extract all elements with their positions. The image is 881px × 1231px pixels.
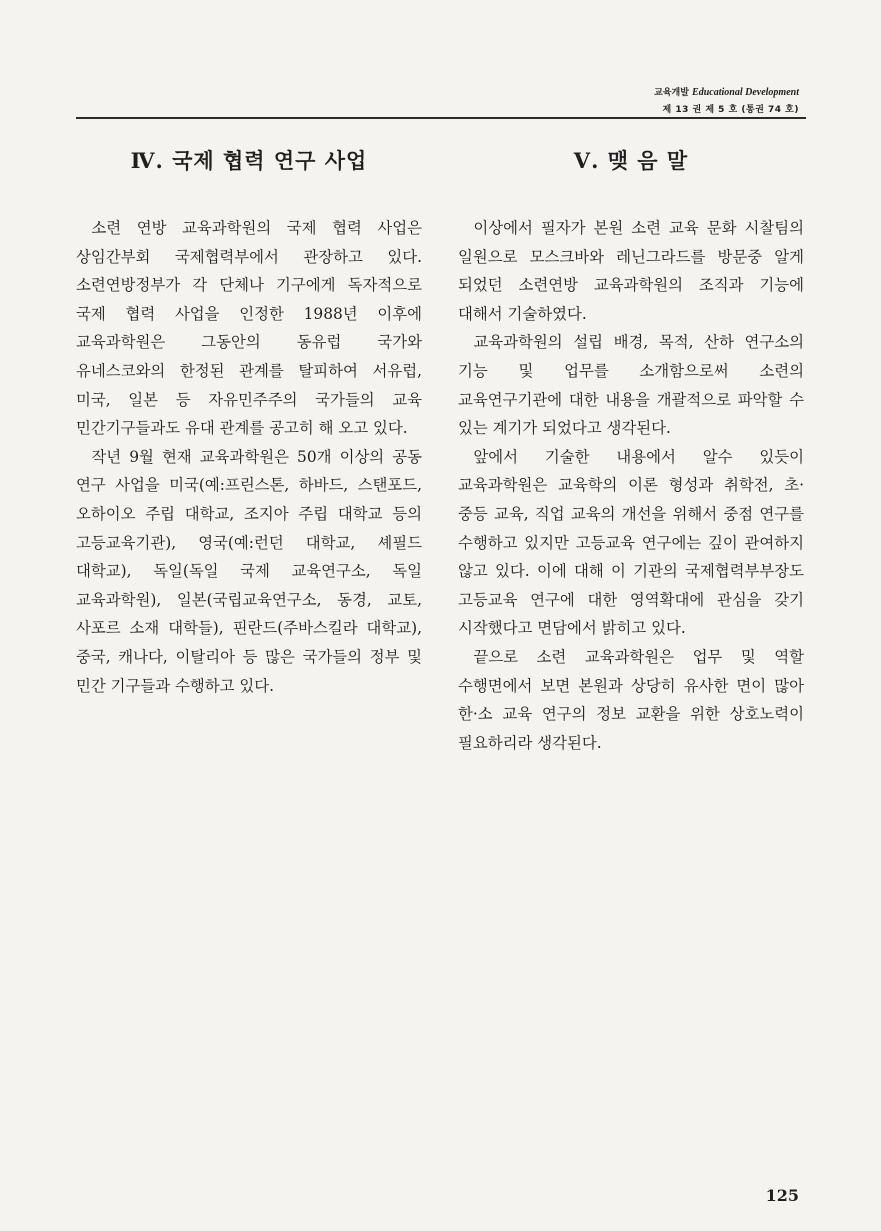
page-number: 125 — [765, 1186, 799, 1205]
section-5-paragraph-1: 이상에서 필자가 본원 소련 교육 문화 시찰팀의 일원으로 모스크바와 레닌그라드를 방문중 알게 되었던 소련연방 교육과학원의 조직과 기능에 대해서 기술하였다. — [458, 219, 804, 323]
section-4-paragraph-2: 작년 9월 현재 교육과학원은 50개 이상의 공동 연구 사업을 미국(예:프린스톤, 하바드, 스탠포드, 오하이오 주립 대학교, 조지아 주립 대학교 등의 고등교육기관), 영국(예:런던 대학교, 셰필드 대학교), 독일(독일 국제 교육연구소, 독일 교육과학원), 일본(국립교육연구소, 동경, 교토, 사포르 소재 대학들), 핀란드(주바스킬라 대학교), 중국, 캐나다, 이탈리아 등 많은 국가들의 정부 및 민간 기구들과 수행하고 있다. — [76, 447, 422, 695]
section-5-paragraph-3: 앞에서 기술한 내용에서 알수 있듯이 교육과학원은 교육학의 이론 형성과 취학전, 초·중등 교육, 직업 교육의 개선을 위해서 중점 연구를 수행하고 있지만 고등교육 연구에는 깊이 관여하지 않고 있다. 이에 대해 이 기관의 국제협력부부장도 고등교육 연구에 대한 영역확대에 관심을 갖기 시작했다고 면담에서 밝히고 있다. — [458, 447, 804, 638]
section-5-paragraph-4: 끝으로 소련 교육과학원은 업무 및 역할 수행면에서 보면 본원과 상당히 유사한 면이 많아 한·소 교육 연구의 정보 교환을 위한 상호노력이 필요하리라 생각된다. — [458, 647, 804, 752]
left-column — [76, 146, 422, 700]
section-4-title: Ⅳ. 국제 협력 연구 사업 — [130, 148, 368, 173]
section-5-paragraph-2: 교육과학원의 설립 배경, 목적, 산하 연구소의 기능 및 업무를 소개함으로써 소련의 교육연구기관에 대한 내용을 개괄적으로 파악할 수 있는 계기가 되었다고 생각된다. — [458, 333, 804, 438]
journal-title-en: Educational Development — [692, 87, 799, 98]
journal-title-ko: 교육개발 — [654, 88, 689, 98]
section-4-paragraph-1: 소련 연방 교육과학원의 국제 협력 사업은 상임간부회 국제협력부에서 관장하고 있다. 소련연방정부가 각 단체나 기구에게 독자적으로 국제 협력 사업을 인정한 1988년 이후에 교육과학원은 그동안의 동유럽 국가와 유네스코와의 한정된 관계를 탈피하여 서유럽, 미국, 일본 등 자유민주주의 국가들의 교육 민간기구들과도 유대 관계를 공고히 해 오고 있다. — [76, 219, 422, 438]
issue-info: 제 13 권 제 5 호 (통권 74 호) — [662, 105, 799, 115]
section-5-title: Ⅴ. 맺 음 말 — [573, 148, 689, 173]
running-header — [654, 84, 799, 119]
journal-title — [654, 84, 799, 102]
right-column — [458, 146, 804, 757]
header-rule — [76, 117, 806, 119]
